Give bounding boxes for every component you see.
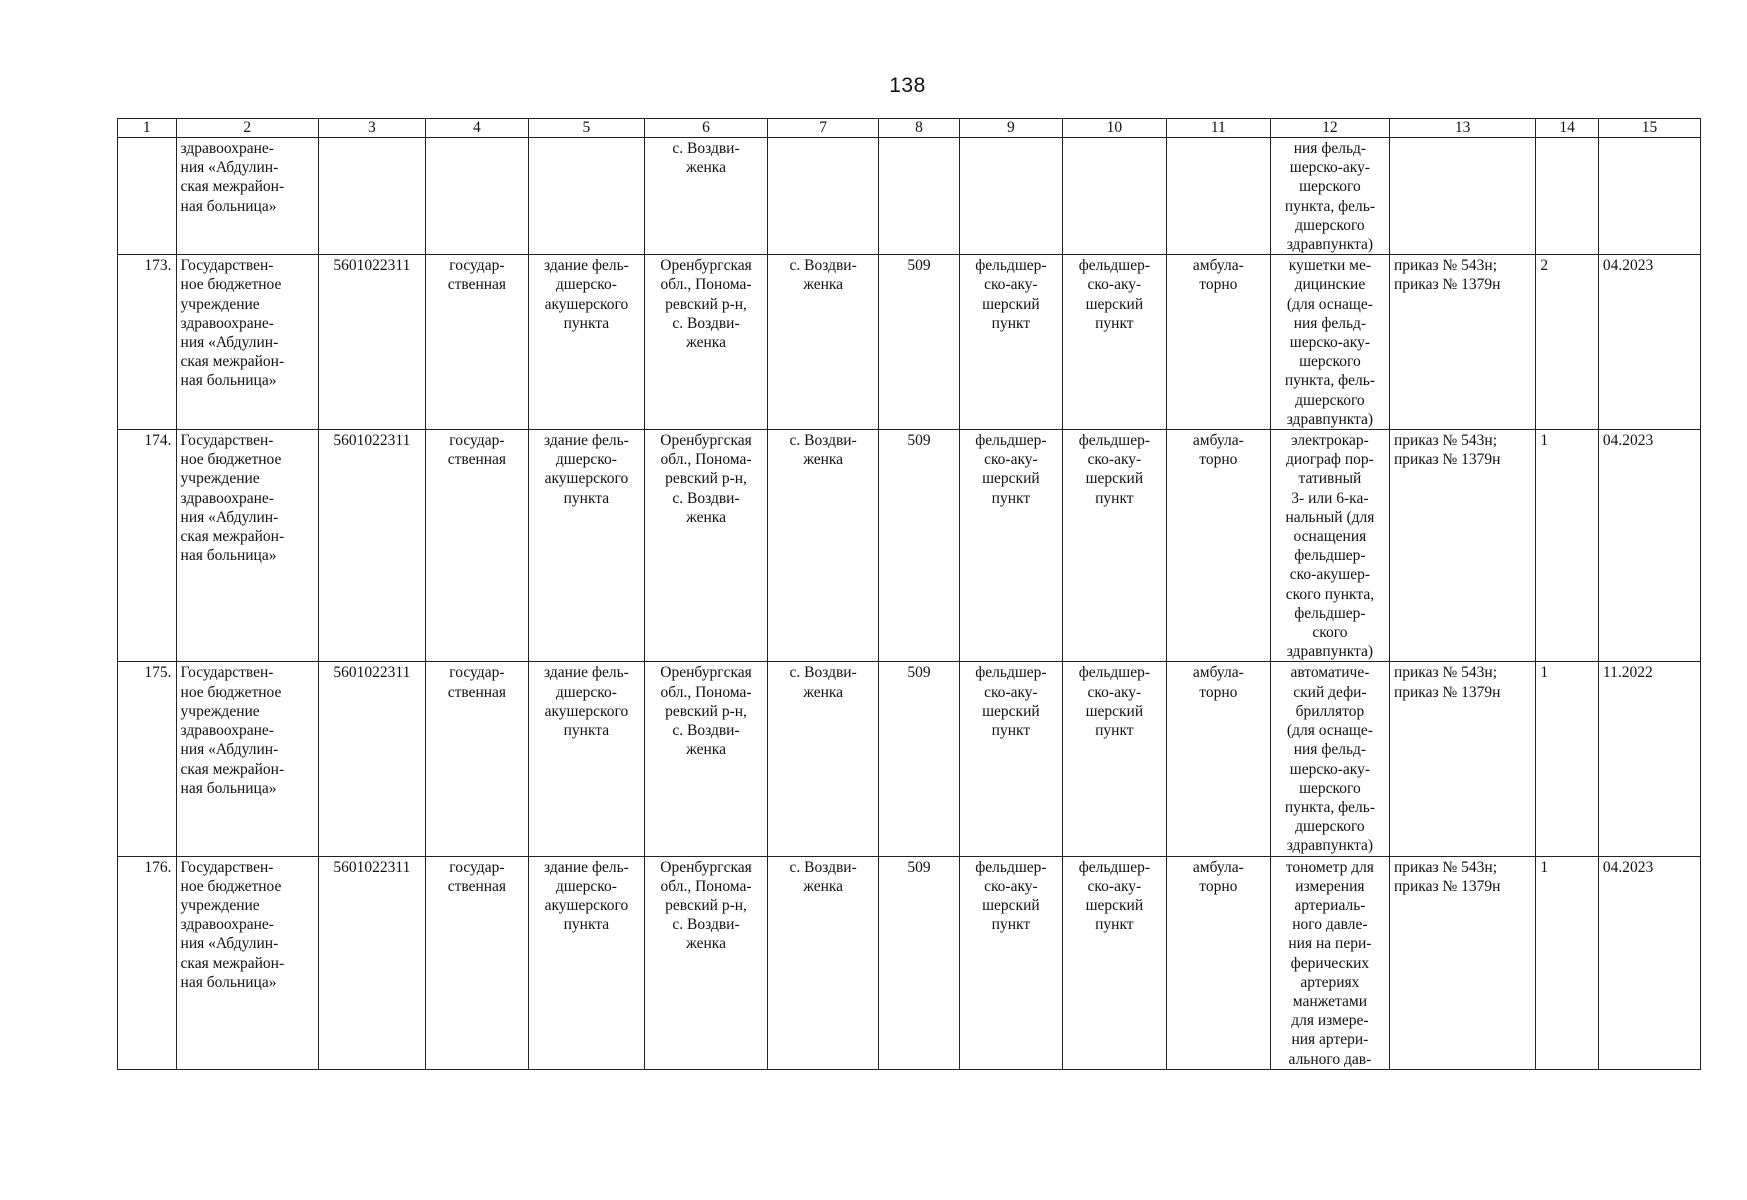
inn-cell: 5601022311 — [333, 257, 411, 275]
column-header: 14 — [1536, 119, 1599, 138]
locality-cell: с. Воздви- женка — [789, 432, 857, 469]
unit-name-cell: фельдшер- ско-аку- шерский пункт — [1078, 257, 1151, 332]
table-row — [118, 430, 1701, 662]
ownership-cell: государ- ственная — [447, 858, 507, 895]
locality-cell: с. Воздви- женка — [789, 664, 857, 701]
address-cell: Оренбургская обл., Понома- ревский р-н, с. Воздви- женка — [660, 664, 752, 759]
row-number-cell: 174. — [144, 432, 172, 450]
unit-type-cell: фельдшер- ско-аку- шерский пункт — [975, 257, 1047, 332]
row-number-cell: 175. — [144, 664, 172, 682]
code-cell: 509 — [907, 664, 931, 682]
column-header: 11 — [1166, 119, 1270, 138]
equipment-cell: электрокар- диограф пор- тативный 3- или 6-ка- нальный (для оснащения фельдшер- ско-акушер- ского пункта, фельдшер- ского здравпункта) — [1285, 432, 1375, 661]
quantity-cell: 1 — [1540, 432, 1549, 450]
code-cell: 509 — [907, 858, 931, 876]
table-row — [118, 662, 1701, 856]
code-cell: 509 — [907, 257, 931, 275]
date-cell: 11.2022 — [1602, 664, 1653, 682]
basis-cell: приказ № 543н; приказ № 1379н — [1393, 432, 1501, 469]
inn-cell: 5601022311 — [333, 432, 411, 450]
date-cell: 04.2023 — [1602, 858, 1654, 876]
address-cell: с. Воздви- женка — [672, 140, 740, 177]
date-cell: 04.2023 — [1602, 257, 1654, 275]
organization-cell: Государствен- ное бюджетное учреждение здравоохране- ния «Абдулин- ская межрайон- ная больница» — [180, 432, 285, 565]
column-header: 12 — [1270, 119, 1389, 138]
unit-name-cell: фельдшер- ско-аку- шерский пункт — [1078, 858, 1151, 934]
page-number: 138 — [889, 74, 926, 97]
building-cell: здание фель- дшерско- акушерского пункта — [543, 432, 629, 507]
column-header: 3 — [318, 119, 425, 138]
column-header: 7 — [768, 119, 879, 138]
address-cell: Оренбургская обл., Понома- ревский р-н, с. Воздви- женка — [660, 858, 752, 953]
address-cell: Оренбургская обл., Понома- ревский р-н, с. Воздви- женка — [660, 432, 752, 526]
organization-cell: Государствен- ное бюджетное учреждение здравоохране- ния «Абдулин- ская межрайон- ная больница» — [180, 257, 285, 390]
column-header: 5 — [528, 119, 644, 138]
building-cell: здание фель- дшерско- акушерского пункта — [543, 664, 629, 740]
column-header: 6 — [644, 119, 767, 138]
row-number-cell: 173. — [144, 257, 172, 275]
equipment-cell: автоматиче- ский дефи- бриллятор (для оснаще- ния фельд- шерско-аку- шерского пункта, фель- дшерского здравпункта) — [1284, 664, 1375, 855]
unit-type-cell: фельдшер- ско-аку- шерский пункт — [975, 858, 1047, 934]
basis-cell: приказ № 543н; приказ № 1379н — [1393, 664, 1501, 701]
address-cell: Оренбургская обл., Понома- ревский р-н, с. Воздви- женка — [660, 257, 752, 352]
care-form-cell: амбула- торно — [1192, 432, 1244, 469]
ownership-cell: государ- ственная — [447, 664, 507, 701]
unit-name-cell: фельдшер- ско-аку- шерский пункт — [1078, 432, 1151, 507]
inn-cell: 5601022311 — [333, 858, 411, 876]
quantity-cell: 2 — [1540, 257, 1549, 275]
care-form-cell: амбула- торно — [1192, 664, 1244, 701]
table-row — [118, 255, 1701, 430]
locality-cell: с. Воздви- женка — [789, 257, 857, 294]
quantity-cell: 1 — [1540, 858, 1549, 876]
column-header: 13 — [1389, 119, 1535, 138]
table-row — [118, 856, 1701, 1069]
unit-type-cell: фельдшер- ско-аку- шерский пункт — [975, 664, 1047, 740]
care-form-cell: амбула- торно — [1192, 858, 1244, 895]
column-number-header-row — [118, 119, 1701, 138]
organization-cell: Государствен- ное бюджетное учреждение здравоохране- ния «Абдулин- ская межрайон- ная больница» — [180, 858, 285, 991]
care-form-cell: амбула- торно — [1192, 257, 1244, 294]
inn-cell: 5601022311 — [333, 664, 411, 682]
column-header: 15 — [1598, 119, 1700, 138]
quantity-cell: 1 — [1540, 664, 1549, 682]
column-header: 9 — [959, 119, 1062, 138]
unit-name-cell: фельдшер- ско-аку- шерский пункт — [1078, 664, 1151, 740]
row-number-cell: 176. — [144, 858, 172, 876]
equipment-cell: ния фельд- шерско-аку- шерского пункта, фель- дшерского здравпункта) — [1284, 140, 1375, 254]
table-row-continuation — [118, 138, 1701, 255]
column-header: 4 — [425, 119, 528, 138]
organization-cell: Государствен- ное бюджетное учреждение здравоохране- ния «Абдулин- ская межрайон- ная больница» — [180, 664, 285, 797]
equipment-cell: тонометр для измерения артериаль- ного давле- ния на пери- ферических артериях манжетами для измере- ния артери- ального дав- — [1285, 858, 1374, 1068]
column-header: 2 — [176, 119, 318, 138]
code-cell: 509 — [907, 432, 931, 450]
basis-cell: приказ № 543н; приказ № 1379н — [1393, 858, 1501, 895]
equipment-table — [117, 118, 1701, 1070]
building-cell: здание фель- дшерско- акушерского пункта — [543, 257, 629, 332]
locality-cell: с. Воздви- женка — [789, 858, 857, 895]
ownership-cell: государ- ственная — [447, 432, 507, 469]
ownership-cell: государ- ственная — [447, 257, 507, 294]
date-cell: 04.2023 — [1602, 432, 1654, 450]
organization-cell: здравоохране- ния «Абдулин- ская межрайон- ная больница» — [180, 140, 285, 215]
equipment-cell: кушетки ме- дицинские (для оснаще- ния фельд- шерско-аку- шерского пункта, фель- дшерского здравпункта) — [1284, 257, 1375, 428]
column-header: 10 — [1062, 119, 1166, 138]
building-cell: здание фель- дшерско- акушерского пункта — [543, 858, 629, 934]
column-header: 1 — [118, 119, 177, 138]
unit-type-cell: фельдшер- ско-аку- шерский пункт — [975, 432, 1047, 507]
column-header: 8 — [879, 119, 960, 138]
basis-cell: приказ № 543н; приказ № 1379н — [1393, 257, 1501, 294]
